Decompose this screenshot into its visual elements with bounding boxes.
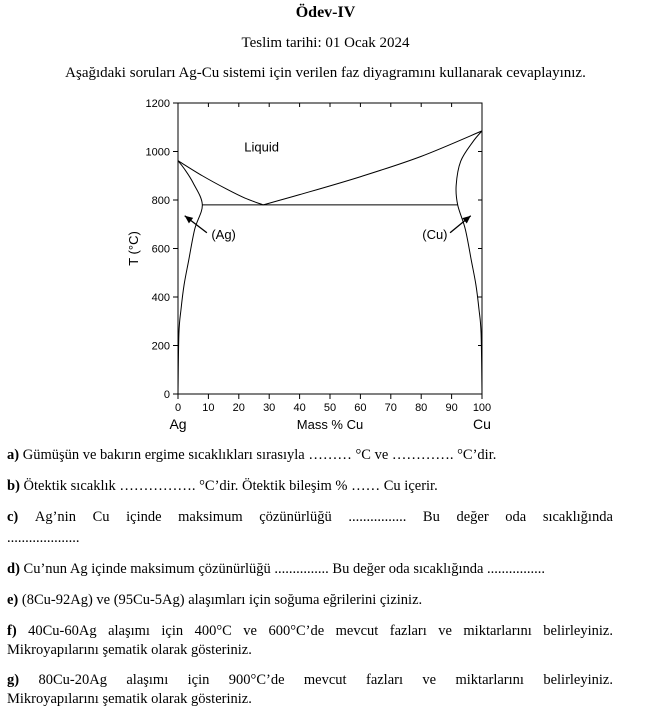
question-f-word: için (161, 623, 184, 639)
question-a (7, 447, 496, 464)
question-e (7, 592, 422, 609)
x-axis-label: Mass % Cu (296, 417, 364, 432)
due-date: Teslim tarihi: 01 Ocak 2024 (241, 35, 410, 51)
question-c-word: maksimum (178, 509, 243, 525)
question-f-label: f) (7, 623, 17, 639)
x-tick-label: 100 (472, 402, 492, 414)
question-a-label: a) (7, 447, 20, 463)
question-d (7, 561, 545, 578)
ag-arrow-head (185, 216, 193, 224)
y-tick-label: 400 (151, 292, 170, 304)
question-g-word: için (187, 672, 210, 688)
question-g-word: mevcut (303, 672, 347, 688)
question-g-word: ve (422, 672, 437, 688)
question-f-word: alaşımı (108, 623, 150, 639)
question-f-word: ve (243, 623, 257, 639)
question-b-text: Ötektik sıcaklık ……………. °C’dir. Ötektik bileşim % …… Cu içerir. (23, 478, 438, 494)
x-right-label: Cu (473, 416, 491, 432)
x-left-label: Ag (169, 416, 187, 432)
series-cu-solvus-solidus (456, 131, 482, 394)
plot-frame (178, 103, 482, 394)
region-label-ag: (Ag) (211, 226, 236, 242)
question-c-word: Ag’nin (34, 509, 76, 525)
y-tick-label: 0 (163, 389, 170, 401)
x-tick-label: 80 (415, 402, 428, 414)
question-f-word: belirleyiniz. (543, 623, 613, 639)
question-c-continuation: .................... (7, 530, 80, 546)
question-a-text: Gümüşün ve bakırın ergime sıcaklıkları sırasıyla ……… °C ve …………. °C’dir. (22, 447, 497, 463)
question-g-word: belirleyiniz. (543, 672, 613, 688)
x-tick-label: 70 (384, 402, 397, 414)
x-tick-label: 40 (293, 402, 306, 414)
intro-text: Aşağıdaki soruları Ag-Cu sistemi için verilen faz diyagramını kullanarak cevaplayınız. (65, 65, 586, 81)
question-f-continuation: Mikroyapılarını şematik olarak gösteriniz. (7, 642, 252, 658)
question-g-continuation: Mikroyapılarını şematik olarak gösteriniz. (7, 691, 252, 707)
x-tick-label: 10 (202, 402, 215, 414)
question-g-label: g) (7, 672, 20, 688)
region-label-cu: (Cu) (422, 226, 448, 242)
question-f-word: 40Cu-60Ag (28, 623, 97, 639)
x-tick-label: 0 (174, 402, 182, 414)
question-b (7, 478, 438, 495)
question-c-word: Cu (92, 509, 110, 525)
y-tick-label: 600 (151, 243, 170, 256)
question-c-word: ................ (348, 509, 407, 525)
question-b-label: b) (7, 478, 20, 494)
question-c-word: Bu (422, 509, 440, 525)
question-g-word: fazları (365, 672, 404, 688)
question-g (7, 672, 613, 689)
question-c-word: değer (456, 509, 489, 525)
question-f (7, 623, 613, 640)
question-g-word: 80Cu-20Ag (38, 672, 107, 688)
question-f-word: fazları (389, 623, 427, 639)
y-tick-label: 1200 (145, 98, 170, 110)
question-c-word: çözünürlüğü (259, 509, 332, 525)
region-label-liquid: Liquid (244, 139, 279, 155)
y-tick-label: 1000 (145, 146, 170, 159)
question-f-word: ve (438, 623, 452, 639)
question-d-text: Cu’nun Ag içinde maksimum çözünürlüğü ............... Bu değer oda sıcaklığında ................ (23, 561, 546, 577)
question-f-word: 600°C’de (268, 623, 325, 639)
question-c (7, 509, 613, 526)
question-g-word: miktarlarını (455, 672, 524, 688)
assignment-title: Ödev-IV (295, 4, 356, 21)
question-c-word: oda (505, 509, 527, 525)
question-c-label: c) (7, 509, 19, 525)
question-c-word: sıcaklığında (542, 509, 613, 525)
question-e-text: (8Cu-92Ag) ve (95Cu-5Ag) alaşımları için soğuma eğrilerini çiziniz. (21, 592, 423, 608)
y-axis-label: T (°C) (126, 231, 141, 266)
question-e-label: e) (7, 592, 19, 608)
x-tick-label: 90 (445, 402, 458, 414)
question-c-word: içinde (126, 509, 162, 525)
question-f-word: mevcut (335, 623, 379, 639)
question-f-word: miktarlarını (463, 623, 532, 639)
x-tick-label: 20 (232, 402, 245, 414)
y-tick-label: 200 (151, 340, 170, 353)
question-f-word: 400°C (194, 623, 232, 639)
x-tick-label: 50 (323, 402, 337, 414)
x-tick-label: 30 (263, 402, 276, 414)
series-liquidus (178, 131, 482, 205)
series-ag-solvus-solidus (178, 161, 202, 394)
question-d-label: d) (7, 561, 20, 577)
x-tick-label: 60 (354, 402, 367, 414)
y-tick-label: 800 (151, 195, 170, 207)
question-g-word: alaşımı (126, 672, 169, 688)
question-g-word: 900°C’de (228, 672, 285, 688)
